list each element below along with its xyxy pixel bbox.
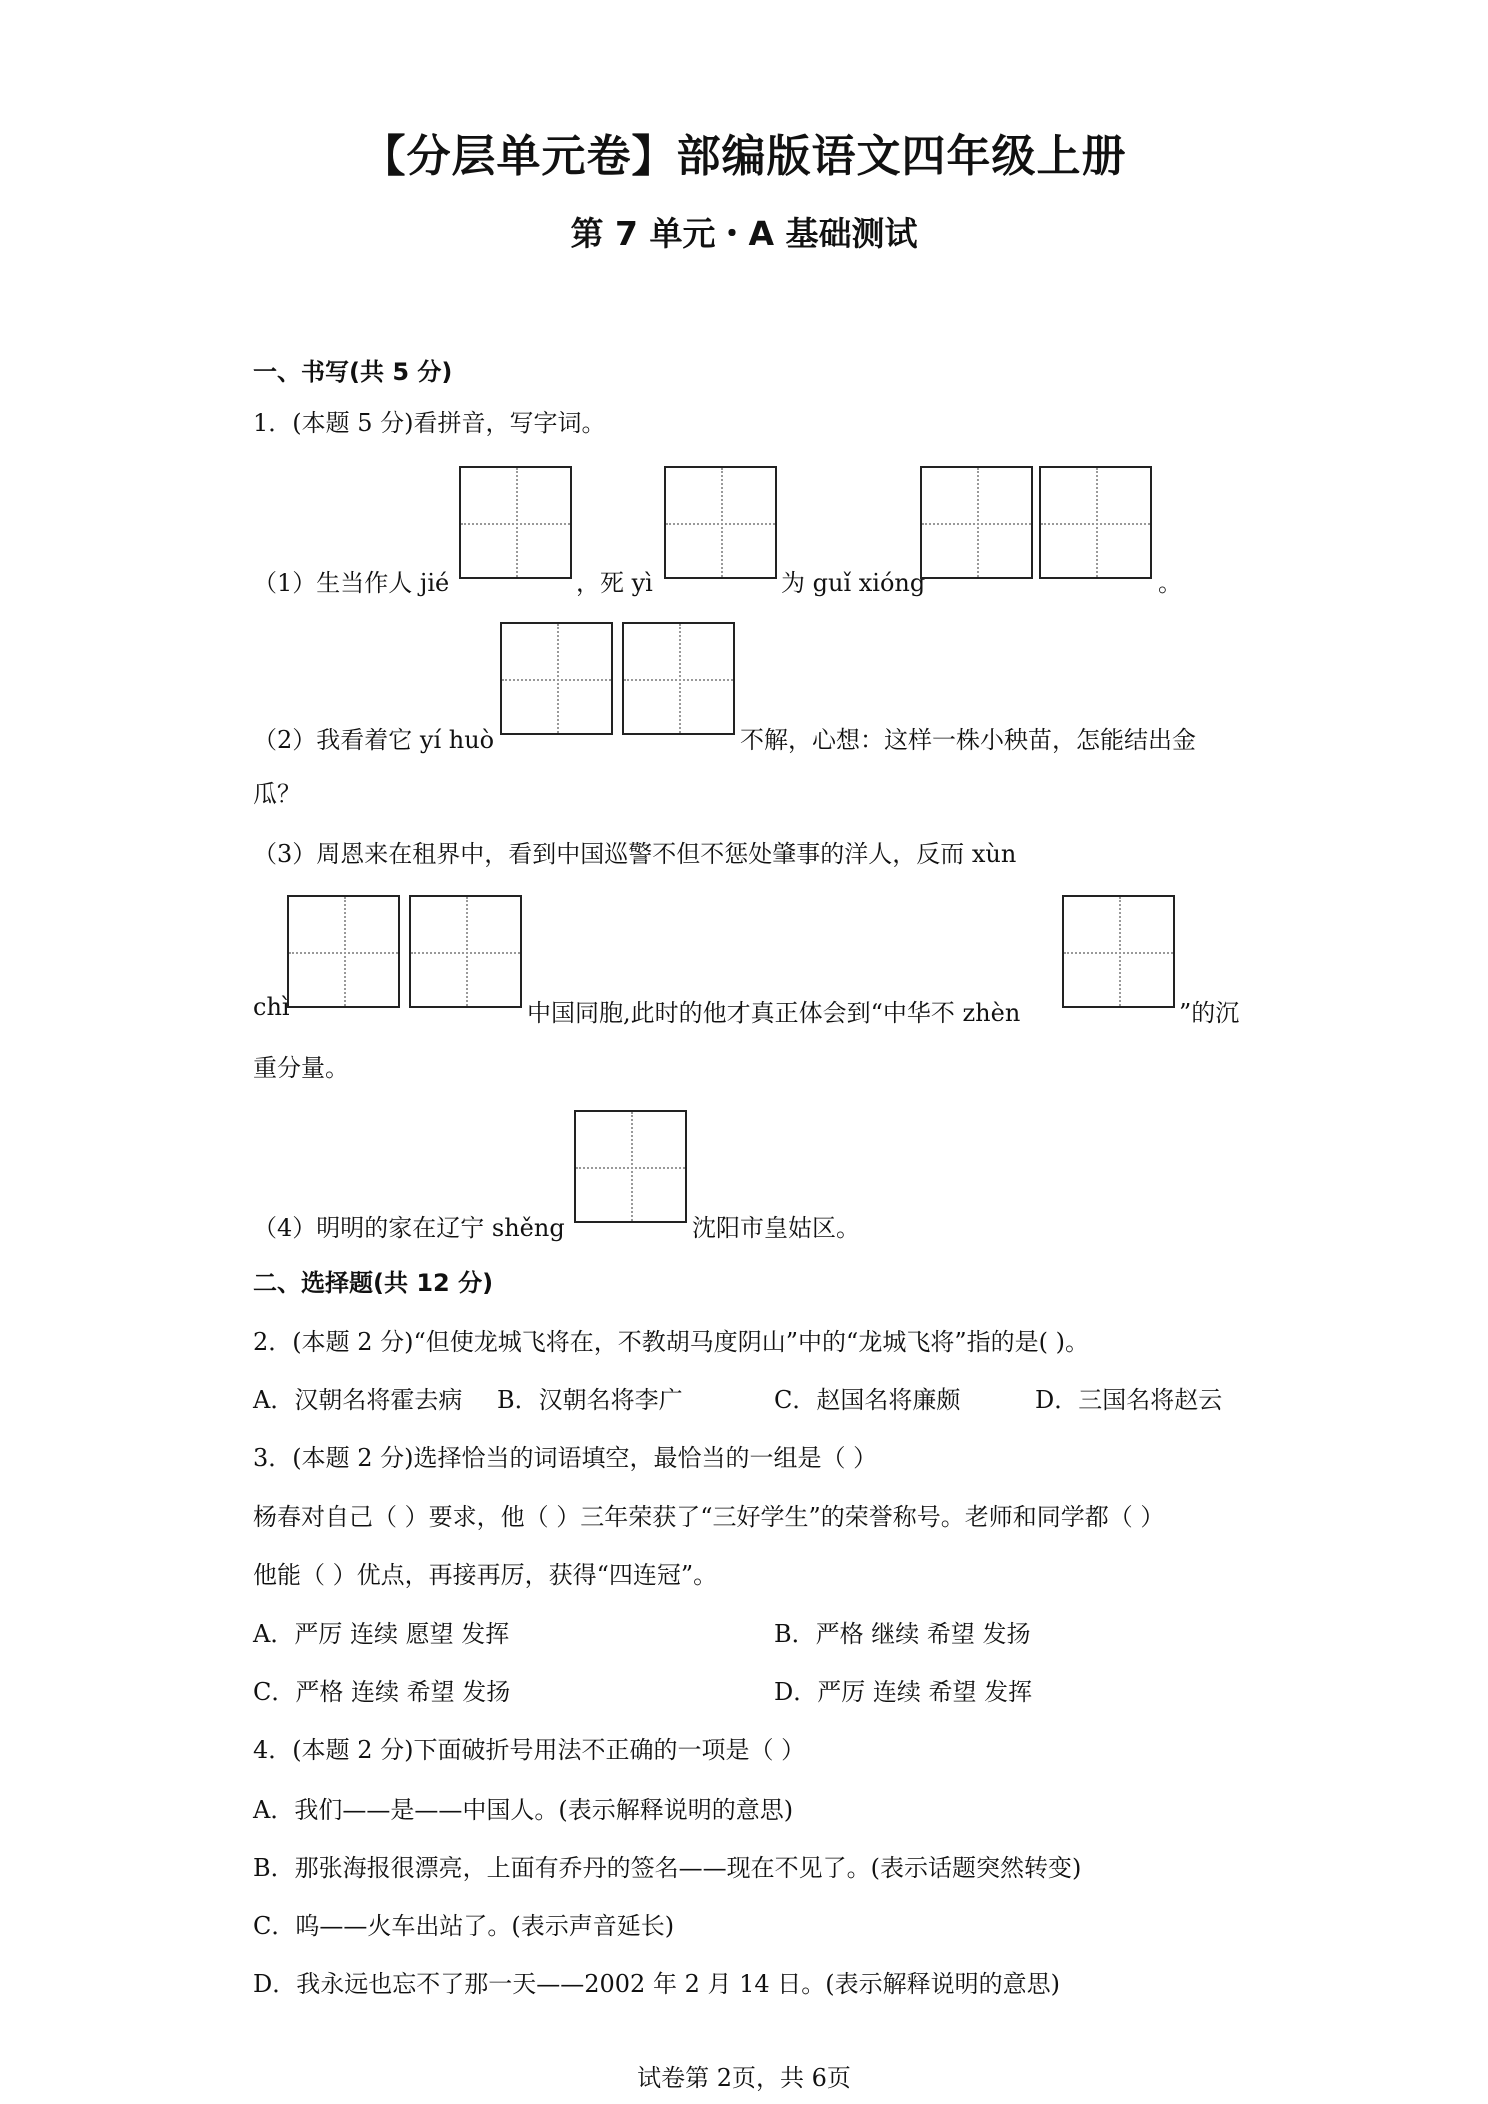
option-d[interactable]: D．三国名将赵云 — [1035, 1386, 1223, 1414]
item3-text-d: ”的沉 — [1179, 999, 1240, 1027]
page-footer: 试卷第 2页，共 6页 — [637, 2064, 851, 2092]
option-a[interactable]: A．严厉 连续 愿望 发挥 — [253, 1620, 510, 1648]
question-passage: 杨春对自己（ ）要求，他（ ）三年荣获了“三好学生”的荣誉称号。老师和同学都（ ） — [253, 1503, 1165, 1531]
item1-text-b: ，死 yì — [576, 569, 653, 597]
writing-box[interactable] — [409, 895, 522, 1008]
item4-text-b: 沈阳市皇姑区。 — [692, 1214, 860, 1242]
writing-box[interactable] — [1039, 466, 1152, 579]
option-d[interactable]: D．我永远也忘不了那一天——2002 年 2 月 14 日。(表示解释说明的意思) — [253, 1970, 1060, 1998]
item1-text-a: （1）生当作人 jié — [253, 569, 450, 597]
item2-text-a: （2）我看着它 yí huò — [253, 726, 495, 754]
question-stem: 1．(本题 5 分)看拼音，写字词。 — [253, 409, 606, 437]
item2-text-b: 不解，心想：这样一株小秧苗，怎能结出金 — [740, 726, 1196, 754]
question-stem: 3．(本题 2 分)选择恰当的词语填空，最恰当的一组是（ ） — [253, 1444, 878, 1472]
question-stem: 4．(本题 2 分)下面破折号用法不正确的一项是（ ） — [253, 1736, 806, 1764]
item3-text-e: 重分量。 — [253, 1054, 349, 1082]
option-d[interactable]: D．严厉 连续 希望 发挥 — [774, 1678, 1033, 1706]
page-subtitle: 第 7 单元・A 基础测试 — [570, 214, 918, 253]
writing-box[interactable] — [287, 895, 400, 1008]
option-a[interactable]: A．汉朝名将霍去病 — [253, 1386, 463, 1414]
question-stem: 2．(本题 2 分)“但使龙城飞将在，不教胡马度阴山”中的“龙城飞将”指的是( )。 — [253, 1328, 1089, 1356]
option-c[interactable]: C．呜——火车出站了。(表示声音延长) — [253, 1912, 675, 1940]
item3-text-c: 中国同胞,此时的他才真正体会到“中华不 zhèn — [527, 999, 1021, 1027]
writing-box[interactable] — [500, 622, 613, 735]
writing-box[interactable] — [622, 622, 735, 735]
writing-box[interactable] — [664, 466, 777, 579]
page-title: 【分层单元卷】部编版语文四年级上册 — [361, 131, 1127, 182]
option-c[interactable]: C．严格 连续 希望 发扬 — [253, 1678, 511, 1706]
writing-box[interactable] — [459, 466, 572, 579]
option-c[interactable]: C．赵国名将廉颇 — [774, 1386, 961, 1414]
option-a[interactable]: A．我们——是——中国人。(表示解释说明的意思) — [253, 1796, 794, 1824]
item2-text-c: 瓜？ — [253, 780, 301, 808]
item1-text-c: 为 guǐ xióng — [781, 569, 926, 597]
option-b[interactable]: B．严格 继续 希望 发扬 — [774, 1620, 1031, 1648]
writing-box[interactable] — [574, 1110, 687, 1223]
section-heading: 一、书写(共 5 分) — [253, 358, 453, 386]
writing-box[interactable] — [1062, 895, 1175, 1008]
item1-text-d: 。 — [1158, 569, 1182, 597]
item3-text-a: （3）周恩来在租界中，看到中国巡警不但不惩处肇事的洋人，反而 xùn — [253, 840, 1017, 868]
item3-text-b: chì — [253, 993, 290, 1021]
option-b[interactable]: B．汉朝名将李广 — [497, 1386, 683, 1414]
writing-box[interactable] — [920, 466, 1033, 579]
option-b[interactable]: B．那张海报很漂亮，上面有乔丹的签名——现在不见了。(表示话题突然转变) — [253, 1854, 1082, 1882]
question-passage: 他能（ ）优点，再接再厉，获得“四连冠”。 — [253, 1561, 718, 1589]
section-heading: 二、选择题(共 12 分) — [253, 1269, 494, 1297]
item4-text-a: （4）明明的家在辽宁 shěng — [253, 1214, 565, 1242]
